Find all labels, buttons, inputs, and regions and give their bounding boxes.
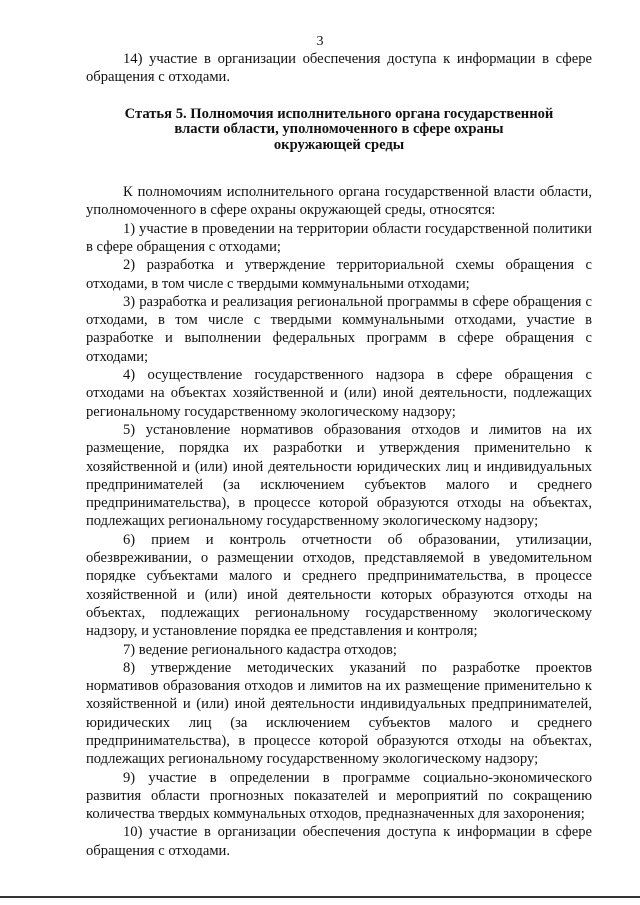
- article-lead-paragraph: К полномочиям исполнительного органа государственной власти области, уполномоченного в сфере охраны окружающей среды, относятся:: [86, 184, 592, 219]
- scan-edge-line: [0, 896, 640, 898]
- article-heading: [86, 107, 592, 154]
- document-body: [86, 50, 592, 860]
- list-item: 10) участие в организации обеспечения доступа к информации в сфере обращения с отходами.: [86, 824, 592, 859]
- page-number: 3: [316, 34, 324, 49]
- article-heading-line: власти области, уполномоченного в сфере охраны: [174, 121, 504, 138]
- list-item: 3) разработка и реализация региональной программы в сфере обращения с отходами, в том числе с твердыми коммунальными отходами, участие в разработке и выполнении федеральных программ в сфере обращения с отходами;: [86, 293, 592, 365]
- list-item: 7) ведение регионального кадастра отходов;: [123, 641, 397, 658]
- list-item: 6) прием и контроль отчетности об образовании, утилизации, обезвреживании, о размещении отходов, представляемой в уведомительном порядке субъектами малого и среднего предпринимательства, в процессе хозяйственной и (или) иной деятельности которых образуются отходы на объектах, подлежащих региональному государственному экологическому надзору, и установление порядка ее представления и контроля;: [86, 531, 592, 640]
- list-item: 2) разработка и утверждение территориальной схемы обращения с отходами, в том числе с твердыми коммунальными отходами;: [86, 257, 592, 292]
- article-heading-line: окружающей среды: [273, 136, 405, 153]
- list-item: 5) установление нормативов образования отходов и лимитов на их размещение, порядка их разработки и утверждения применительно к хозяйственной и (или) иной деятельности юридических лиц и индивидуальных предпринимателей (за исключением субъектов малого и среднего предпринимательства), в процессе которой образуются отходы на объектах, подлежащих региональному государственному экологическому надзору;: [86, 421, 592, 530]
- article-heading-line: Статья 5. Полномочия исполнительного органа государственной: [124, 105, 554, 122]
- list-item: 9) участие в определении в программе социально-экономического развития области прогнозных показателей и мероприятий по сокращению количества твердых коммунальных отходов, предназначенных для захоронения;: [86, 769, 592, 823]
- list-item: 1) участие в проведении на территории области государственной политики в сфере обращения с отходами;: [86, 220, 592, 255]
- list-item: 4) осуществление государственного надзора в сфере обращения с отходами на объектах хозяйственной и (или) иной деятельности, подлежащих региональному государственному экологическому надзору;: [86, 367, 592, 420]
- intro-list-item: 14) участие в организации обеспечения доступа к информации в сфере обращения с отходами.: [86, 51, 592, 86]
- list-item: 8) утверждение методических указаний по разработке проектов нормативов образования отходов и лимитов на их размещение применительно к хозяйственной и (или) иной деятельности индивидуальных предпринимателей, юридических лиц (за исключением субъектов малого и среднего предпринимательства), в процессе которой образуются отходы на объектах, подлежащих региональному государственному экологическому надзору;: [86, 659, 592, 768]
